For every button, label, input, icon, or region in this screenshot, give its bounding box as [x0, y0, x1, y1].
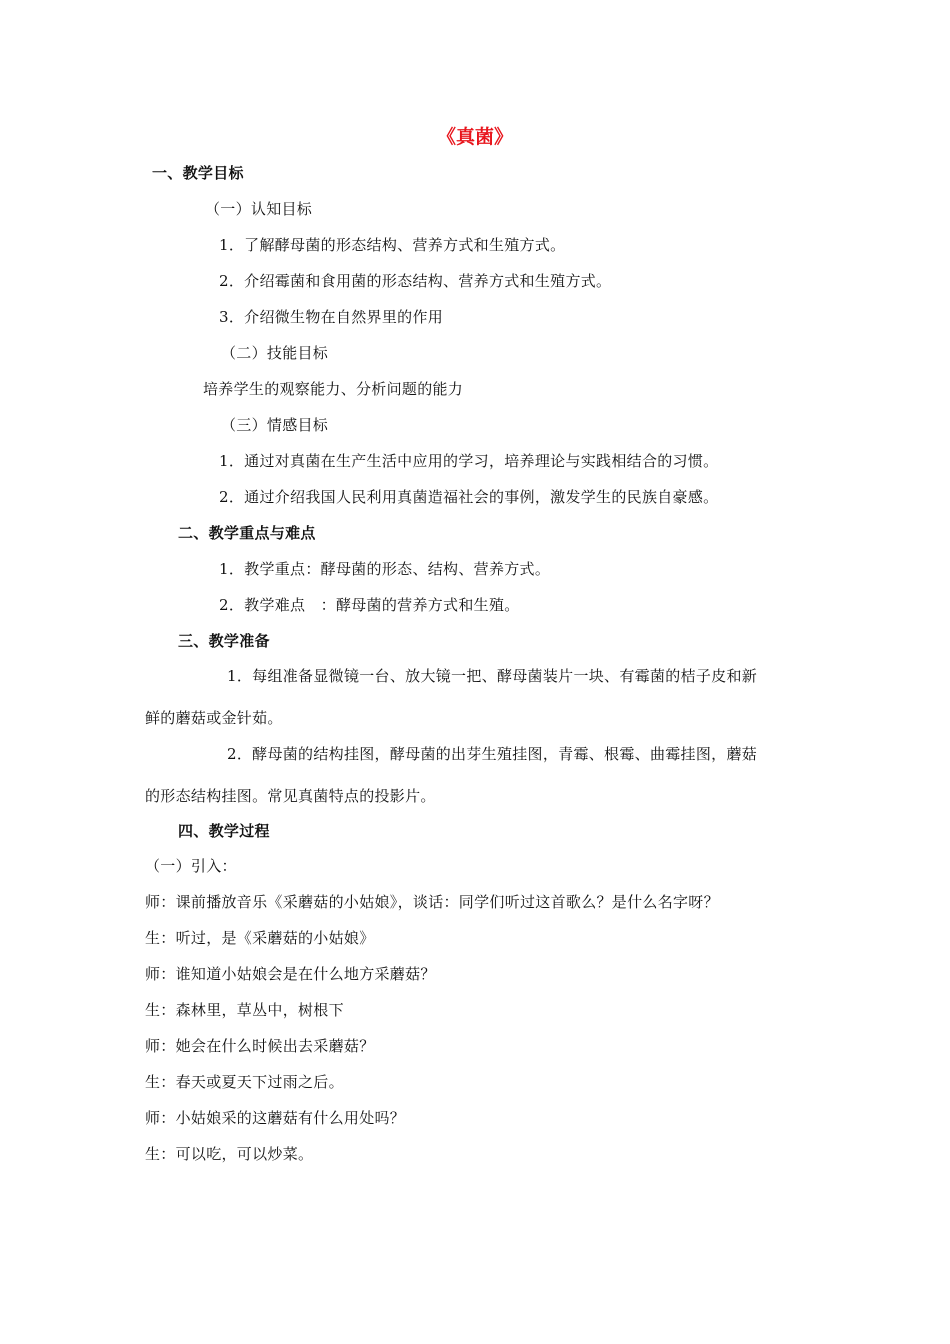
document-title: 《真菌》 [436, 126, 513, 148]
section-heading-objectives: 一、教学目标 [152, 164, 244, 182]
list-item: 1．教学重点：酵母菌的形态、结构、营养方式。 [219, 560, 551, 578]
dialogue-line: 生：听过，是《采蘑菇的小姑娘》 [145, 929, 375, 947]
paragraph: 2．酵母菌的结构挂图，酵母菌的出芽生殖挂图，青霉、根霉、曲霉挂图，蘑菇 [227, 745, 758, 763]
list-item: 2．教学难点 ：酵母菌的营养方式和生殖。 [219, 596, 520, 614]
section-heading-preparation: 三、教学准备 [178, 632, 270, 650]
paragraph: 培养学生的观察能力、分析问题的能力 [203, 380, 464, 398]
list-item: 1．了解酵母菌的形态结构、营养方式和生殖方式。 [219, 236, 566, 254]
paragraph: 1．每组准备显微镜一台、放大镜一把、酵母菌装片一块、有霉菌的桔子皮和新 [227, 667, 758, 685]
subheading-emotion: （三）情感目标 [221, 416, 329, 434]
dialogue-line: 师：小姑娘采的这蘑菇有什么用处吗？ [145, 1109, 406, 1127]
section-heading-process: 四、教学过程 [178, 822, 270, 840]
dialogue-line: 生：森林里，草丛中，树根下 [145, 1001, 344, 1019]
list-item: 2．通过介绍我国人民利用真菌造福社会的事例，激发学生的民族自豪感。 [219, 488, 719, 506]
dialogue-line: 师：谁知道小姑娘会是在什么地方采蘑菇？ [145, 965, 436, 983]
dialogue-line: 师：她会在什么时候出去采蘑菇？ [145, 1037, 375, 1055]
paragraph: 鲜的蘑菇或金针茹。 [145, 709, 283, 727]
subheading-cognitive: （一）认知目标 [205, 200, 313, 218]
dialogue-line: 师：课前播放音乐《采蘑菇的小姑娘》，谈话：同学们听过这首歌么？是什么名字呀？ [145, 893, 719, 911]
paragraph: 的形态结构挂图。常见真菌特点的投影片。 [145, 787, 436, 805]
list-item: 2．介绍霉菌和食用菌的形态结构、营养方式和生殖方式。 [219, 272, 612, 290]
list-item: 1．通过对真菌在生产生活中应用的学习，培养理论与实践相结合的习惯。 [219, 452, 719, 470]
list-item: 3．介绍微生物在自然界里的作用 [219, 308, 444, 326]
subheading-intro: （一）引入： [145, 857, 237, 875]
dialogue-line: 生：可以吃，可以炒菜。 [145, 1145, 314, 1163]
subheading-skills: （二）技能目标 [221, 344, 329, 362]
dialogue-line: 生：春天或夏天下过雨之后。 [145, 1073, 344, 1091]
section-heading-key-points: 二、教学重点与难点 [178, 524, 316, 542]
